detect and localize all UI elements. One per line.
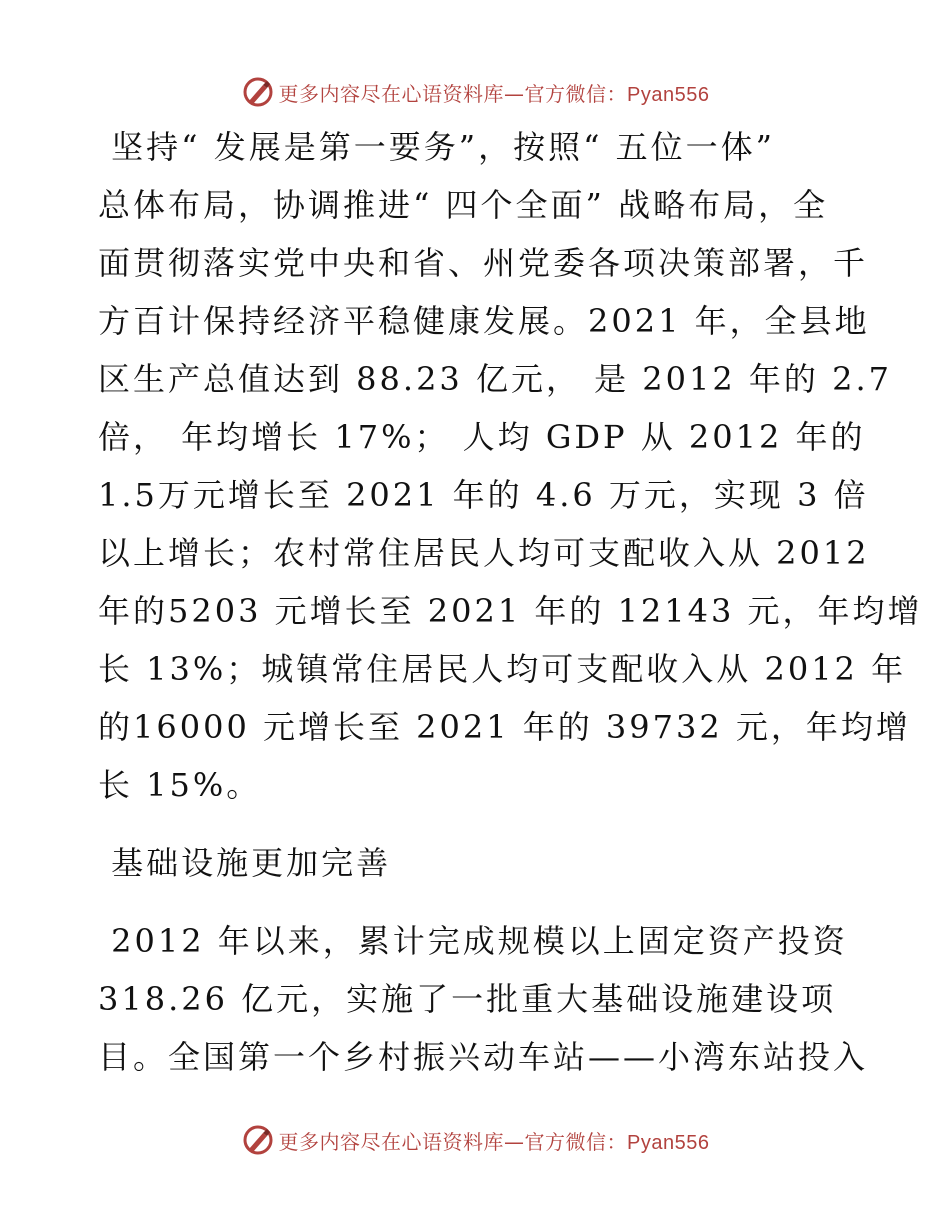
paragraph-1-line: 以上增长；农村常住居民人均可支配收入从 2012 [98,534,870,572]
header-banner-wechat-label: 官方微信： [524,81,628,106]
footer-banner-title: 更多内容尽在心语资料库 [278,1129,505,1154]
paragraph-1-line: 1.5万元增长至 2021 年的 4.6 万元，实现 3 倍 [98,476,869,514]
paragraph-1-line: 的16000 元增长至 2021 年的 39732 元，年均增 [98,708,911,746]
footer-banner-wechat-id: Pyan556 [627,1131,710,1154]
paragraph-1-line: 方百计保持经济平稳健康发展。2021 年，全县地 [98,302,870,340]
paragraph-gap [98,814,858,834]
paragraph-2-line: 2012 年以来，累计完成规模以上固定资产投资 [98,922,848,960]
paragraph-2-line: 318.26 亿元，实施了一批重大基础设施建设项 [98,980,837,1018]
footer-banner-text [279,1126,710,1155]
header-banner-title: 更多内容尽在心语资料库 [278,81,505,106]
header-banner-text [279,78,710,107]
paragraph-1 [98,118,923,814]
paragraph-2 [98,912,869,1086]
footer-banner-wechat-label: 官方微信： [524,1129,628,1154]
paragraph-1-line: 长 15%。 [98,766,262,804]
paragraph-2-line: 目。全国第一个乡村振兴动车站——小湾东站投入 [98,1038,869,1076]
paragraph-1-line: 总体布局，协调推进“ 四个全面” 战略布局，全 [98,186,829,224]
paragraph-1-line: 倍， 年均增长 17%； 人均 GDP 从 2012 年的 [98,418,866,456]
footer-banner-separator: — [504,1129,525,1154]
header-banner-wechat-id: Pyan556 [627,83,710,106]
paragraph-1-line: 面贯彻落实党中央和省、州党委各项决策部署，千 [98,244,869,282]
paragraph-1-line: 长 13%；城镇常住居民人均可支配收入从 2012 年 [98,650,907,688]
header-banner-separator: — [504,81,525,106]
paragraph-1-line: 区生产总值达到 88.23 亿元， 是 2012 年的 2.7 [98,360,892,398]
paragraph-1-line: 坚持“ 发展是第一要务”，按照“ 五位一体” [98,128,775,166]
paragraph-1-line: 年的5203 元增长至 2021 年的 12143 元，年均增 [98,592,923,630]
document-body [98,118,923,1086]
footer-banner [0,1120,950,1160]
pen-logo-icon [241,75,275,109]
paragraph-gap [98,892,858,912]
pen-logo-icon [241,1123,275,1157]
section-heading: 基础设施更加完善 [98,844,392,882]
header-banner [0,72,950,112]
